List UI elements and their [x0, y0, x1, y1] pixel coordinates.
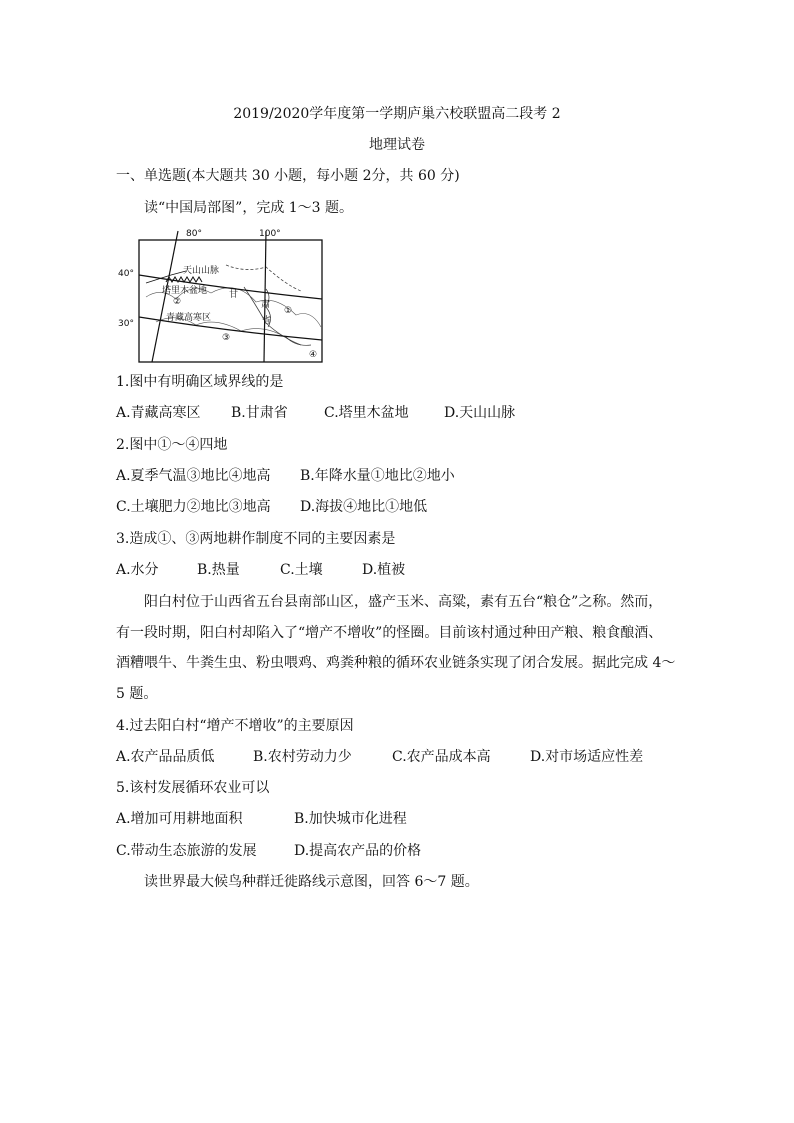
label-sheng: 省: [262, 316, 272, 326]
q4-option-c: C.农产品成本高: [392, 749, 491, 765]
lon-label-100: 100°: [259, 229, 281, 239]
q4-option-b: B.农村劳动力少: [253, 749, 352, 765]
q5-option-a: A.增加可用耕地面积: [116, 811, 243, 827]
q2-option-d: D.海拔④地比①地低: [300, 499, 428, 515]
reading-passage: 阳白村位于山西省五台县南部山区，盛产玉米、高粱，素有五台“粮仓”之称。然而，有一段时期，阳白村却陷入了“增产不增收”的怪圈。目前该村通过种田产粮、粮食酿酒、酒糟喂牛、牛粪生虫、粉虫喂鸡、鸡粪种粮的循环农业链条实现了闭合发展。据此完成 4～5 题。: [116, 594, 676, 702]
point-1: ①: [284, 306, 293, 316]
china-partial-map: [116, 227, 326, 365]
q2-option-b: B.年降水量①地比②地小: [300, 468, 455, 484]
q5-option-c: C.带动生态旅游的发展: [116, 843, 257, 859]
q3-option-d: D.植被: [362, 562, 406, 578]
q2-option-c: C.土壤肥力②地比③地高: [116, 499, 271, 515]
q3-option-c: C.土壤: [280, 562, 323, 578]
label-su: 肃: [261, 300, 271, 310]
question-4-stem: 4.过去阳白村“增产不增收”的主要原因: [116, 718, 354, 734]
q3-option-b: B.热量: [197, 562, 240, 578]
q5-option-b: B.加快城市化进程: [294, 811, 407, 827]
page-title: 2019/2020学年度第一学期庐巢六校联盟高二段考 2: [233, 106, 561, 122]
q1-option-d: D.天山山脉: [444, 405, 516, 421]
page-subtitle: 地理试卷: [369, 137, 425, 153]
point-4: ④: [309, 350, 318, 360]
label-gan: 甘: [229, 290, 239, 300]
point-3: ③: [222, 333, 231, 343]
question-2-stem: 2.图中①～④四地: [116, 437, 228, 453]
q1-option-b: B.甘肃省: [231, 405, 288, 421]
closing-instruction: 读世界最大候鸟种群迁徙路线示意图，回答 6～7 题。: [144, 874, 479, 890]
question-1-stem: 1.图中有明确区域界线的是: [116, 374, 284, 390]
lon-label-80: 80°: [186, 229, 202, 239]
q4-option-a: A.农产品品质低: [116, 749, 215, 765]
q4-option-d: D.对市场适应性差: [530, 749, 644, 765]
label-tarim: 塔里木盆地: [162, 286, 208, 296]
lat-label-40: 40°: [118, 269, 134, 279]
q1-option-c: C.塔里木盆地: [324, 405, 409, 421]
q5-option-d: D.提高农产品的价格: [294, 843, 422, 859]
lat-label-30: 30°: [118, 319, 134, 329]
label-qingzang: 青藏高寒区: [166, 313, 212, 323]
q3-option-a: A.水分: [116, 562, 159, 578]
label-tianshan: 天山山脉: [183, 266, 220, 276]
section-intro: 读“中国局部图”，完成 1～3 题。: [144, 200, 354, 216]
q1-option-a: A.青藏高寒区: [116, 405, 201, 421]
question-3-stem: 3.造成①、③两地耕作制度不同的主要因素是: [116, 531, 396, 547]
q2-option-a: A.夏季气温③地比④地高: [116, 468, 271, 484]
point-2: ②: [173, 297, 182, 307]
section-heading: 一、单选题(本大题共 30 小题，每小题 2分，共 60 分): [116, 168, 460, 184]
question-5-stem: 5.该村发展循环农业可以: [116, 780, 270, 796]
